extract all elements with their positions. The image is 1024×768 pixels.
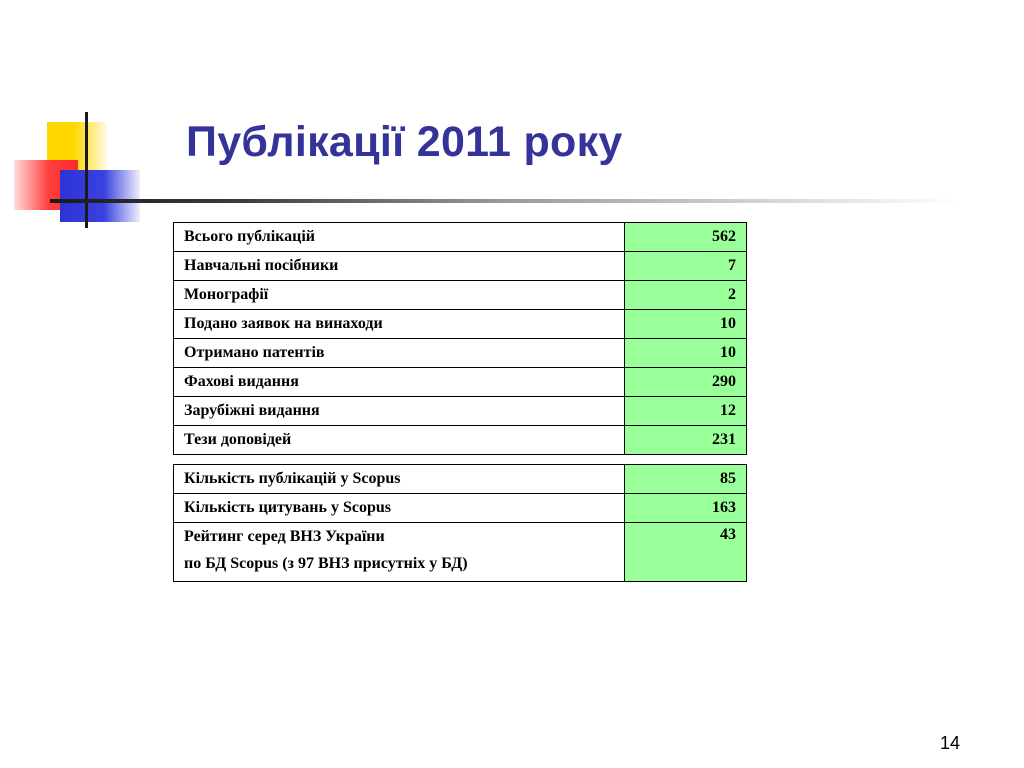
table-row bbox=[174, 310, 747, 339]
row-value: 163 bbox=[625, 494, 747, 523]
row-value: 7 bbox=[625, 252, 747, 281]
decor-vertical-line bbox=[85, 112, 88, 228]
row-value: 231 bbox=[625, 426, 747, 455]
table-row bbox=[174, 252, 747, 281]
table-row bbox=[174, 397, 747, 426]
decor-blue-square bbox=[60, 170, 140, 222]
row-label: Монографії bbox=[174, 281, 625, 310]
row-value: 10 bbox=[625, 339, 747, 368]
row-label-line2: по БД Scopus (з 97 ВНЗ присутніх у БД) bbox=[184, 555, 468, 572]
row-value: 2 bbox=[625, 281, 747, 310]
title-underline bbox=[50, 199, 960, 203]
row-value: 10 bbox=[625, 310, 747, 339]
row-value: 43 bbox=[625, 523, 747, 582]
row-value: 290 bbox=[625, 368, 747, 397]
publications-table bbox=[173, 222, 747, 455]
row-label: Зарубіжні видання bbox=[174, 397, 625, 426]
row-value: 12 bbox=[625, 397, 747, 426]
row-label: Фахові видання bbox=[174, 368, 625, 397]
table-row bbox=[174, 426, 747, 455]
table-row bbox=[174, 523, 747, 582]
row-label: Кількість цитувань у Scopus bbox=[174, 494, 625, 523]
row-label bbox=[174, 523, 625, 582]
table-row bbox=[174, 339, 747, 368]
row-value: 85 bbox=[625, 465, 747, 494]
row-label: Отримано патентів bbox=[174, 339, 625, 368]
page-number: 14 bbox=[940, 733, 961, 753]
row-label: Навчальні посібники bbox=[174, 252, 625, 281]
table-row bbox=[174, 281, 747, 310]
slide-title: Публікації 2011 року bbox=[186, 118, 623, 166]
row-label: Тези доповідей bbox=[174, 426, 625, 455]
table-row bbox=[174, 465, 747, 494]
table-row bbox=[174, 368, 747, 397]
row-label: Кількість публікацій у Scopus bbox=[174, 465, 625, 494]
table-row bbox=[174, 223, 747, 252]
scopus-table bbox=[173, 464, 747, 582]
row-label: Подано заявок на винаходи bbox=[174, 310, 625, 339]
row-value: 562 bbox=[625, 223, 747, 252]
row-label: Всього публікацій bbox=[174, 223, 625, 252]
table-row bbox=[174, 494, 747, 523]
row-label-line1: Рейтинг серед ВНЗ України bbox=[184, 528, 385, 545]
